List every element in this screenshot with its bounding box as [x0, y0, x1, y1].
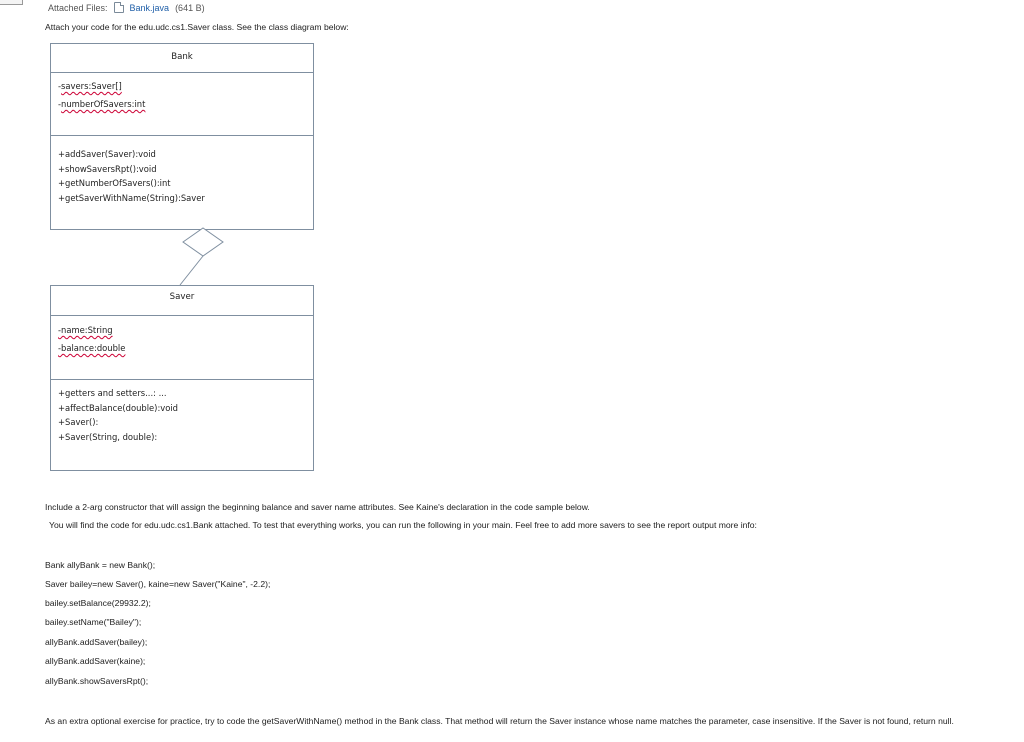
saver-class-name: Saver [51, 286, 313, 316]
code-line: allyBank.addSaver(bailey); [45, 637, 148, 647]
saver-methods [51, 380, 313, 469]
code-line: Saver bailey=new Saver(), kaine=new Saver("Kaine", -2.2); [45, 579, 271, 589]
attached-file-size: (641 B) [175, 2, 205, 13]
saver-method: +Saver(): [58, 417, 99, 427]
aggregation-line [180, 256, 203, 285]
bank-class-box [50, 43, 314, 230]
bank-attribute-text: savers:Saver[] [61, 81, 122, 91]
bank-method: +showSaversRpt():void [58, 163, 157, 174]
bank-attribute: -numberOfSavers:int [58, 99, 146, 109]
saver-attribute [58, 343, 306, 353]
attachments-label: Attached Files: [48, 2, 108, 13]
saver-method: +affectBalance(double):void [58, 402, 178, 413]
saver-method: +getters and setters...: ... [58, 388, 167, 398]
saver-attribute-text: -balance:double [58, 343, 126, 353]
window-corner [0, 0, 23, 5]
intro-text: Attach your code for the edu.udc.cs1.Saver class. See the class diagram below: [45, 22, 349, 32]
saver-attribute-text: -name:String [58, 325, 113, 335]
bank-method: +getSaverWithName(String):Saver [58, 192, 205, 203]
attached-file-link[interactable]: Bank.java [129, 2, 170, 13]
bank-methods [51, 136, 313, 225]
bank-attribute-text: numberOfSavers:int [61, 99, 146, 109]
code-line: Bank allyBank = new Bank(); [45, 560, 156, 570]
paragraph: Include a 2-arg constructor that will assign the beginning balance and saver name attributes. See Kaine's declaration in the code sample below. [45, 502, 590, 512]
file-icon [114, 2, 124, 13]
code-line: allyBank.addSaver(kaine); [45, 656, 146, 666]
code-line: bailey.setBalance(29932.2); [45, 598, 151, 608]
aggregation-diamond-icon [183, 228, 223, 256]
saver-class-box [50, 285, 314, 471]
saver-attribute [58, 325, 306, 335]
attachments-row [48, 2, 205, 13]
bank-class-name: Bank [51, 44, 313, 73]
bank-method: +getNumberOfSavers():int [58, 178, 171, 188]
bank-attributes [51, 73, 313, 136]
bank-attribute: -savers:Saver[] [58, 81, 122, 91]
saver-method: +Saver(String, double): [58, 431, 158, 442]
bank-method: +addSaver(Saver):void [58, 149, 156, 159]
extra-exercise-text: As an extra optional exercise for practice, try to code the getSaverWithName() method in the Bank class. That method will return the Saver instance whose name matches the parameter, case insensitive. If the Saver is not found, return null. [45, 716, 954, 726]
saver-attributes [51, 316, 313, 380]
code-line: bailey.setName("Bailey"); [45, 617, 142, 627]
paragraph: You will find the code for edu.udc.cs1.Bank attached. To test that everything works, you can run the following in your main. Feel free to add more savers to see the report output more info: [49, 520, 757, 530]
code-line: allyBank.showSaversRpt(); [45, 676, 149, 686]
aggregation-connector [40, 220, 240, 290]
